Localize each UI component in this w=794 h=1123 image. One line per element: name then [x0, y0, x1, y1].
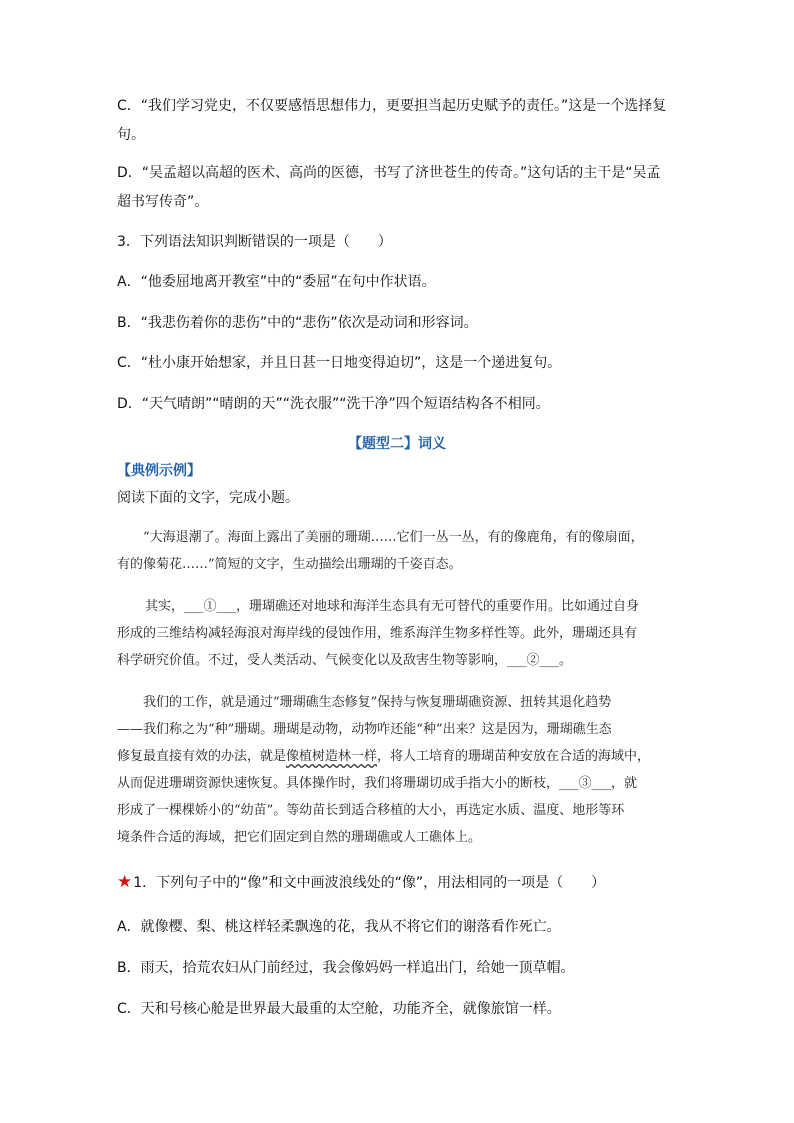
- passage-p1-line1: “大海退潮了。海面上露出了美丽的珊瑚……它们一丛一丛，有的像鹿角，有的像扇面，: [143, 530, 644, 545]
- wavy-underlined-phrase: 像植树造林一样: [286, 749, 378, 764]
- section-title: 【题型二】词义: [348, 436, 446, 452]
- passage-p3-line3-post: ，将人工培育的珊瑚苗种安放在合适的海域中，: [377, 749, 651, 764]
- passage-p3-line3: [117, 749, 650, 765]
- passage-p2-line3: 科学研究价值。不过，受人类活动、气候变化以及敌害生物等影响，___②___。: [117, 653, 573, 668]
- q3-option-d: D．“天气晴朗”“晴朗的天”“洗衣服”“洗干净”四个短语结构各不相同。: [117, 396, 550, 412]
- q2-option-d-line1: D．“吴孟超以高超的医术、高尚的医德，书写了济世苍生的传奇。”这句话的主干是“吴孟: [117, 165, 661, 181]
- passage-p3-line3-pre: 修复最直接有效的办法，就是: [117, 749, 287, 764]
- q2-option-c-line2: 句。: [117, 127, 145, 143]
- q3-option-b: B．“我悲伤着你的悲伤”中的“悲伤”依次是动词和形容词。: [117, 315, 478, 331]
- passage-p3-line5: 形成了一棵棵娇小的“幼苗”。等幼苗长到适合移植的大小，再选定水质、温度、地形等环: [117, 803, 625, 818]
- q1-option-a: A．就像樱、梨、桃这样轻柔飘逸的花，我从不将它们的谢落看作死亡。: [117, 919, 561, 935]
- passage-p3-line4: 从而促进珊瑚资源快速恢复。具体操作时，我们将珊瑚切成手指大小的断枝，___③___，就: [117, 776, 638, 791]
- passage-p3-line2: ——我们称之为“种”珊瑚。珊瑚是动物，动物咋还能“种”出来？这是因为，珊瑚礁生态: [117, 722, 612, 737]
- q2-option-d-line2: 超书写传奇”。: [117, 194, 209, 210]
- passage-p1-line2: 有的像菊花……”简短的文字，生动描绘出珊瑚的千姿百态。: [117, 557, 462, 572]
- passage-p2-line2: 形成的三维结构减轻海浪对海岸线的侵蚀作用，维系海洋生物多样性等。此外，珊瑚还具有: [117, 626, 638, 641]
- passage-p3-line1: 我们的工作，就是通过“珊瑚礁生态修复”保持与恢复珊瑚礁资源、扭转其退化趋势: [143, 695, 612, 710]
- q3-option-a: A．“他委屈地离开教室”中的“委屈”在句中作状语。: [117, 274, 436, 290]
- star-icon: ★: [117, 872, 133, 892]
- q3-stem: 3．下列语法知识判断错误的一项是（ ）: [117, 234, 392, 250]
- example-label: 【典例示例】: [117, 463, 201, 479]
- q1-stem-line: [117, 873, 605, 892]
- reading-instruction: 阅读下面的文字，完成小题。: [117, 490, 299, 506]
- q1-option-c: C．天和号核心舱是世界最大最重的太空舱，功能齐全，就像旅馆一样。: [117, 1001, 561, 1017]
- q2-option-c-line1: C．“我们学习党史，不仅要感悟思想伟力，更要担当起历史赋予的责任。”这是一个选择复: [117, 98, 667, 114]
- q1-stem: 1．下列句子中的“像”和文中画波浪线处的“像”，用法相同的一项是（ ）: [133, 875, 606, 891]
- passage-p2-line1: 其实，___①___，珊瑚礁还对地球和海洋生态具有无可替代的重要作用。比如通过自身: [145, 599, 640, 614]
- passage-p3-line6: 境条件合适的海域，把它们固定到自然的珊瑚礁或人工礁体上。: [117, 830, 482, 845]
- q3-option-c: C．“杜小康开始想家，并且日甚一日地变得迫切”，这是一个递进复句。: [117, 355, 562, 371]
- q1-option-b: B．雨天，拾荒农妇从门前经过，我会像妈妈一样追出门，给她一顶草帽。: [117, 960, 575, 976]
